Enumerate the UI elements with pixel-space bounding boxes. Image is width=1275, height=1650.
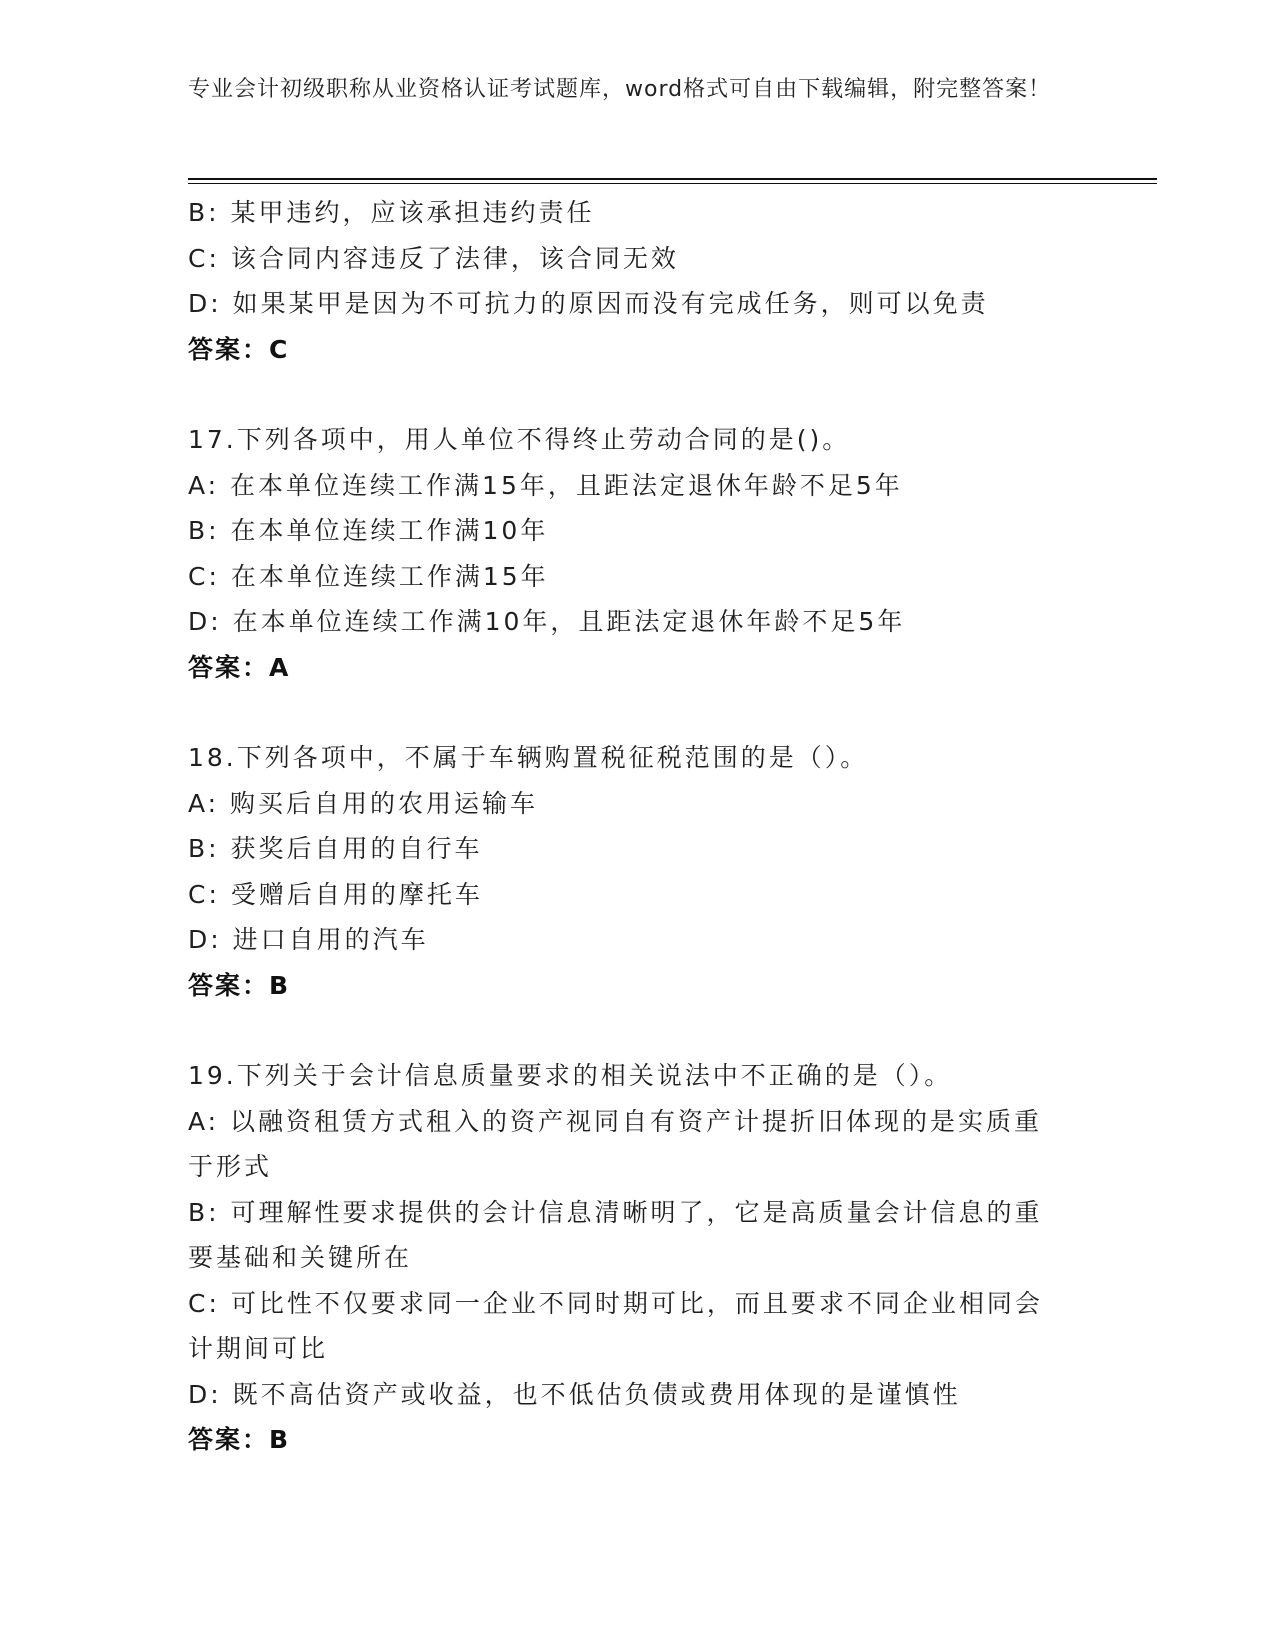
spacer [188,372,1088,417]
question-19 [188,1053,1088,1463]
option-d: D: 进口自用的汽车 [188,925,429,954]
question-stem: 17.下列各项中，用人单位不得终止劳动合同的是()。 [188,425,851,454]
spacer [188,1008,1088,1053]
option-b: B: 在本单位连续工作满10年 [188,516,549,545]
question-stem: 19.下列关于会计信息质量要求的相关说法中不正确的是（）。 [188,1061,953,1090]
option-b: B: 获奖后自用的自行车 [188,834,483,863]
option-d: D: 如果某甲是因为不可抗力的原因而没有完成任务，则可以免责 [188,289,989,318]
option-c: C: 该合同内容违反了法律，该合同无效 [188,243,679,273]
option-a: A: 购买后自用的农用运输车 [188,788,539,818]
exam-content [188,190,1088,1463]
question-16-continued [188,190,1088,372]
answer: 答案：B [188,1425,291,1454]
option-d: D: 在本单位连续工作满10年，且距法定退休年龄不足5年 [188,607,906,636]
option-b: B: 某甲违约，应该承担违约责任 [188,198,595,227]
question-stem: 18.下列各项中，不属于车辆购置税征税范围的是（）。 [188,743,869,772]
answer: 答案：B [188,970,291,1000]
header-rule-thin [188,183,1157,184]
option-c: C: 在本单位连续工作满15年 [188,561,549,591]
answer: 答案：A [188,652,291,682]
document-header: 专业会计初级职称从业资格认证考试题库，word格式可自由下载编辑，附完整答案！ [188,77,1052,102]
answer: 答案：C [188,334,290,364]
header-rule-thick [188,178,1157,180]
option-c: C: 可比性不仅要求同一企业不同时期可比，而且要求不同企业相同会计期间可比 [188,1288,1043,1363]
question-17 [188,417,1088,690]
option-b: B: 可理解性要求提供的会计信息清晰明了，它是高质量会计信息的重要基础和关键所在 [188,1197,1043,1272]
option-a: A: 在本单位连续工作满15年，且距法定退休年龄不足5年 [188,470,903,500]
option-d: D: 既不高估资产或收益，也不低估负债或费用体现的是谨慎性 [188,1379,961,1409]
option-a: A: 以融资租赁方式租入的资产视同自有资产计提折旧体现的是实质重于形式 [188,1106,1043,1181]
question-18 [188,735,1088,1008]
option-c: C: 受赠后自用的摩托车 [188,879,483,909]
spacer [188,690,1088,735]
